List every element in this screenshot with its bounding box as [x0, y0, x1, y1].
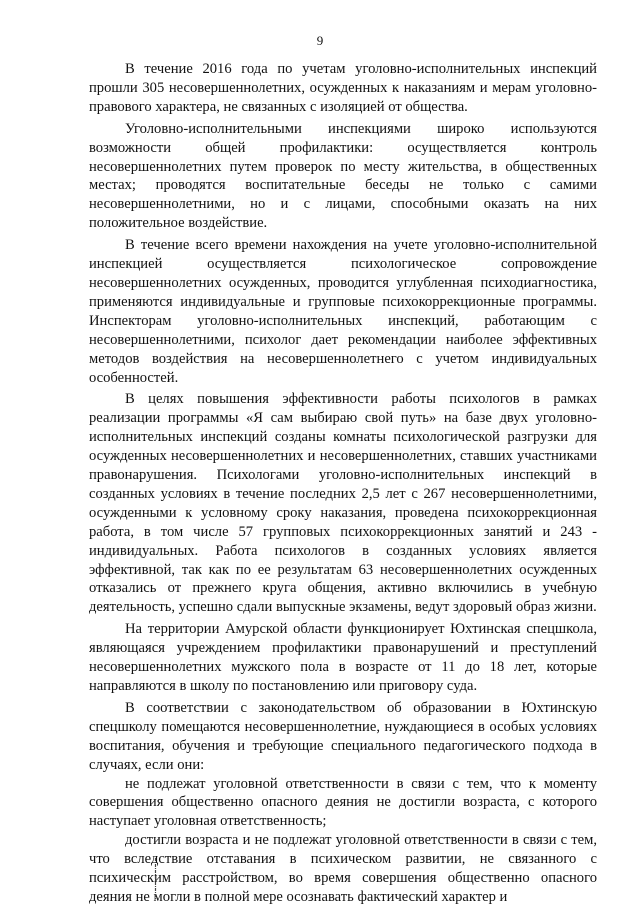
paragraph-education-law: В соответствии с законодательством об образовании в Юхтинскую спецшколу помещаются несовершеннолетние, нуждающиеся в особых условиях воспитания, обучения и требующие специального педагогического подхода в случаях, если они:	[89, 699, 597, 773]
paragraph-psychological-support: В течение всего времени нахождения на учете уголовно-исполнительной инспекцией осуществляется психологическое сопровождение несовершеннолетних осужденных, проводится углубленная психодиагностика, применяются индивидуальные и групповые психокоррекционные программы. Инспекторам уголовно-исполнительных инспекций, работающим с несовершеннолетними, психолог дает рекомендации наиболее эффективных методов воздействия на несовершеннолетнего с учетом индивидуальных особенностей.	[89, 237, 597, 386]
scan-binding-mark	[154, 858, 157, 900]
page-number: 9	[316, 33, 324, 48]
paragraph-condition-development: достигли возраста и не подлежат уголовной ответственности в связи с тем, что вследствие отставания в психическом развитии, не связанного с психическим расстройством, во время совершения общественно опасного деяния не могли в полной мере осознавать фактический характер и	[89, 832, 597, 905]
paragraph-condition-age: не подлежат уголовной ответственности в связи с тем, что к моменту совершения общественно опасного деяния не достигли возраста, с которого наступает уголовная ответственность;	[89, 775, 597, 830]
paragraph-probation-statistics: В течение 2016 года по учетам уголовно-исполнительных инспекций прошли 305 несовершеннолетних, осужденных к наказаниям и мерам уголовно-правового характера, не связанных с изоляцией от общества.	[89, 61, 597, 115]
paragraph-general-prevention: Уголовно-исполнительными инспекциями широко используются возможности общей профилактики: осуществляется контроль несовершеннолетних путем проверок по месту жительства, в общественных местах; проводятся воспитательные беседы не только с самими несовершеннолетними, но и с лицами, способными оказать на них положительное воздействие.	[89, 120, 597, 232]
paragraph-relief-rooms: В целях повышения эффективности работы психологов в рамках реализации программы «Я сам выбираю свой путь» на базе двух уголовно-исполнительных инспекций созданы комнаты психологической разгрузки для осужденных несовершеннолетних и несовершеннолетних, ставших участниками правонарушения. Психологами уголовно-исполнительных инспекций в созданных условиях в течение последних 2,5 лет с 267 несовершеннолетними, осужденными к условному сроку наказания, проведена психокоррекционная работа, в том числе 57 групповых психокоррекционных занятий и 243 - индивидуальных. Работа психологов в созданных условиях является эффективной, так как по ее результатам 63 несовершеннолетних осужденных отказались от прежнего круга общения, активно включились в учебную деятельность, успешно сдали выпускные экзамены, ведут здоровый образ жизни.	[89, 391, 597, 616]
document-body	[89, 60, 597, 907]
paragraph-special-school: На территории Амурской области функционирует Юхтинская спецшкола, являющаяся учреждением профилактики правонарушений и преступлений несовершеннолетних мужского пола в возрасте от 11 до 18 лет, которые направляются в школу по постановлению или приговору суда.	[89, 621, 597, 694]
